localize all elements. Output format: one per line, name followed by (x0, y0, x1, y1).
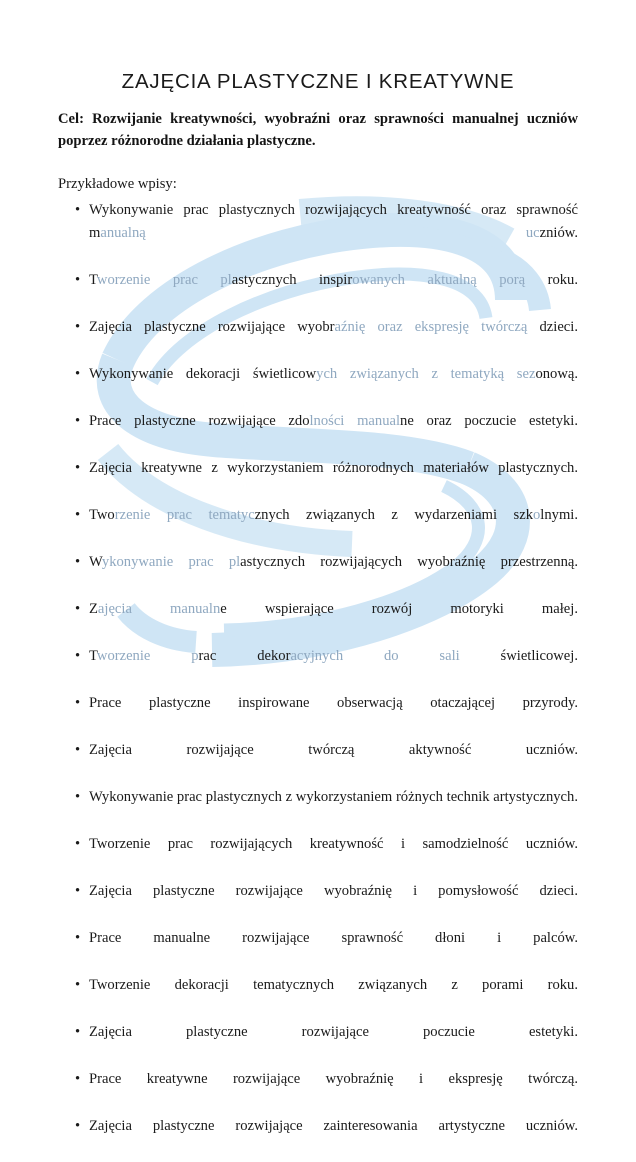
list-item-label: Tworzenie prac tematycznych związanych z wydarzeniami szkolnymi. (89, 507, 578, 524)
list-item (58, 504, 578, 550)
list-item-label: Zajęcia rozwijające twórczą aktywność uczniów. (89, 741, 578, 758)
bullet-icon: • (75, 507, 81, 524)
list-item (58, 786, 578, 832)
document-body (58, 108, 578, 1162)
list-item-label: Zajęcia plastyczne rozwijające zainteresowania artystyczne uczniów. (89, 1117, 578, 1134)
list-item-label: Prace plastyczne rozwijające zdolności manualne oraz poczucie estetyki. (89, 413, 579, 430)
bullet-icon: • (75, 554, 81, 570)
bullet-icon: • (75, 272, 81, 289)
bullet-icon: • (75, 929, 81, 946)
bullet-icon: • (75, 460, 81, 477)
entries-list (58, 199, 578, 1160)
list-item-label: Wykonywanie prac plastycznych rozwijających wyobraźnię przestrzenną. (89, 554, 578, 570)
bullet-icon: • (75, 741, 81, 758)
bullet-icon: • (75, 882, 81, 899)
list-item (58, 1021, 578, 1067)
bullet-icon: • (75, 1117, 81, 1134)
bullet-icon: • (75, 976, 81, 993)
list-item-label: Tworzenie prac rozwijających kreatywność i samodzielność uczniów. (89, 835, 578, 852)
bullet-icon: • (75, 1070, 81, 1087)
list-item (58, 692, 578, 738)
list-item (58, 974, 578, 1020)
list-item-label: Tworzenie prac dekoracyjnych do sali świetlicowej. (89, 647, 578, 664)
list-item (58, 316, 578, 362)
intro-line: Przykładowe wpisy: (58, 176, 177, 193)
list-item (58, 457, 578, 503)
list-item-label: Tworzenie dekoracji tematycznych związanych z porami roku. (89, 976, 578, 993)
list-item-label: Wykonywanie prac plastycznych rozwijających kreatywność oraz sprawność manualną uczniów. (89, 202, 578, 242)
list-item-label: Zajęcia kreatywne z wykorzystaniem różnorodnych materiałów plastycznych. (89, 460, 578, 477)
list-item (58, 739, 578, 785)
list-item (58, 598, 578, 644)
goal-paragraph: Cel: Rozwijanie kreatywności, wyobraźni oraz sprawności manualnej uczniów poprzez różnorodne działania plastyczne. (58, 111, 578, 150)
list-item-label: Wykonywanie prac plastycznych z wykorzystaniem różnych technik artystycznych. (89, 788, 578, 805)
bullet-icon: • (75, 366, 81, 383)
list-item (58, 199, 578, 268)
list-item (58, 1068, 578, 1114)
bullet-icon: • (75, 319, 81, 336)
list-item (58, 645, 578, 691)
list-item (58, 363, 578, 409)
list-item (58, 833, 578, 879)
list-item-label: Zajęcia plastyczne rozwijające poczucie estetyki. (89, 1023, 578, 1040)
bullet-icon: • (75, 835, 81, 852)
list-item-label: Prace kreatywne rozwijające wyobraźnię i ekspresję twórczą. (89, 1070, 578, 1087)
list-item (58, 269, 578, 315)
list-item-label: Tworzenie prac plastycznych inspirowanych aktualną porą roku. (89, 272, 578, 289)
list-item (58, 927, 578, 973)
list-item-label: Zajęcia plastyczne rozwijające wyobraźnię oraz ekspresję twórczą dzieci. (89, 319, 578, 336)
bullet-icon: • (75, 1023, 81, 1040)
list-item-label: Zajęcia plastyczne rozwijające wyobraźnię i pomysłowość dzieci. (89, 882, 578, 899)
bullet-icon: • (75, 788, 81, 805)
list-item-label: Prace plastyczne inspirowane obserwacją otaczającej przyrody. (89, 694, 578, 711)
list-item (58, 880, 578, 926)
bullet-icon: • (75, 647, 81, 664)
list-item (58, 551, 578, 597)
list-item-label: Zajęcia manualne wspierające rozwój motoryki małej. (89, 600, 578, 617)
list-item (58, 410, 578, 456)
bullet-icon: • (75, 202, 81, 219)
page-title: ZAJĘCIA PLASTYCZNE I KREATYWNE (121, 69, 515, 93)
list-item-label: Prace manualne rozwijające sprawność dłoni i palców. (89, 929, 578, 946)
bullet-icon: • (75, 413, 81, 430)
bullet-icon: • (75, 600, 81, 617)
list-item (58, 1115, 578, 1161)
list-item-label: Wykonywanie dekoracji świetlicowych związanych z tematyką sezonową. (89, 366, 579, 383)
bullet-icon: • (75, 694, 81, 711)
